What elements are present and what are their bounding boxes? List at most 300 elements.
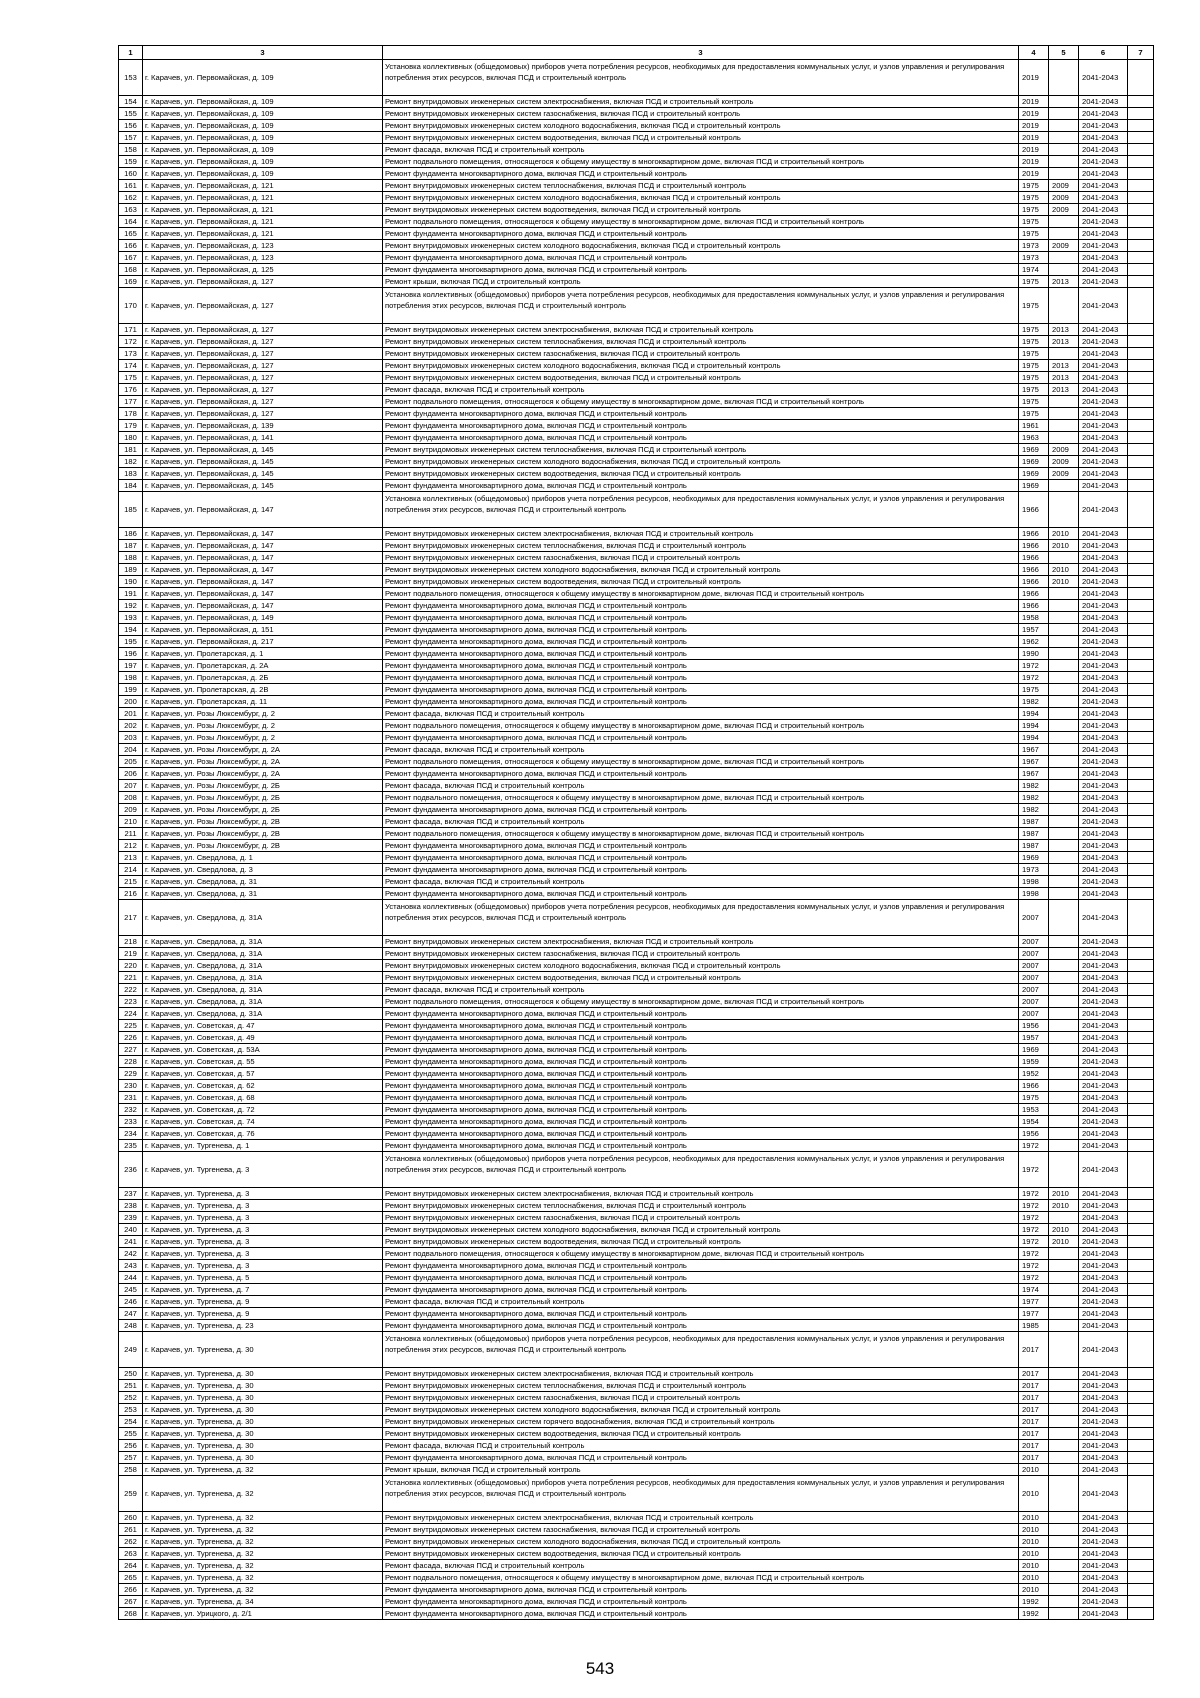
address-cell: г. Карачев, ул. Тургенева, д. 32 — [143, 1476, 383, 1512]
table-row — [119, 1380, 1154, 1392]
table-row — [119, 780, 1154, 792]
build-year-cell: 2007 — [1019, 972, 1049, 984]
table-row — [119, 1188, 1154, 1200]
header-col-1: 1 — [119, 46, 143, 60]
build-year-cell: 1982 — [1019, 804, 1049, 816]
last-repair-year-cell — [1049, 144, 1079, 156]
table-row — [119, 1440, 1154, 1452]
build-year-cell: 1958 — [1019, 612, 1049, 624]
row-number: 229 — [119, 1068, 143, 1080]
build-year-cell: 1975 — [1019, 180, 1049, 192]
address-cell: г. Карачев, ул. Первомайская, д. 109 — [143, 60, 383, 96]
table-row — [119, 1548, 1154, 1560]
planned-period-cell: 2041-2043 — [1079, 432, 1128, 444]
last-repair-year-cell — [1049, 816, 1079, 828]
empty-col-7-cell — [1128, 960, 1154, 972]
empty-col-7-cell — [1128, 1092, 1154, 1104]
build-year-cell: 1956 — [1019, 1128, 1049, 1140]
table-row — [119, 1464, 1154, 1476]
planned-period-cell: 2041-2043 — [1079, 1308, 1128, 1320]
planned-period-cell: 2041-2043 — [1079, 1212, 1128, 1224]
address-cell: г. Карачев, ул. Розы Люксембург, д. 2Б — [143, 780, 383, 792]
planned-period-cell: 2041-2043 — [1079, 744, 1128, 756]
last-repair-year-cell — [1049, 132, 1079, 144]
address-cell: г. Карачев, ул. Розы Люксембург, д. 2А — [143, 744, 383, 756]
build-year-cell: 1966 — [1019, 588, 1049, 600]
row-number: 190 — [119, 576, 143, 588]
address-cell: г. Карачев, ул. Пролетарская, д. 1 — [143, 648, 383, 660]
work-description-cell: Ремонт фасада, включая ПСД и строительный контроль — [383, 984, 1019, 996]
planned-period-cell: 2041-2043 — [1079, 216, 1128, 228]
work-description-cell: Ремонт фасада, включая ПСД и строительный контроль — [383, 1440, 1019, 1452]
empty-col-7-cell — [1128, 1308, 1154, 1320]
work-description-cell: Ремонт внутридомовых инженерных систем холодного водоснабжения, включая ПСД и строительный контроль — [383, 564, 1019, 576]
row-number: 232 — [119, 1104, 143, 1116]
empty-col-7-cell — [1128, 408, 1154, 420]
address-cell: г. Карачев, ул. Первомайская, д. 127 — [143, 384, 383, 396]
address-cell: г. Карачев, ул. Свердлова, д. 31А — [143, 900, 383, 936]
address-cell: г. Карачев, ул. Свердлова, д. 31А — [143, 972, 383, 984]
build-year-cell: 2017 — [1019, 1428, 1049, 1440]
work-description-cell: Ремонт внутридомовых инженерных систем холодного водоснабжения, включая ПСД и строительный контроль — [383, 120, 1019, 132]
planned-period-cell: 2041-2043 — [1079, 1464, 1128, 1476]
empty-col-7-cell — [1128, 1320, 1154, 1332]
address-cell: г. Карачев, ул. Советская, д. 53А — [143, 1044, 383, 1056]
build-year-cell: 1975 — [1019, 396, 1049, 408]
row-number: 166 — [119, 240, 143, 252]
last-repair-year-cell — [1049, 1368, 1079, 1380]
planned-period-cell: 2041-2043 — [1079, 240, 1128, 252]
table-row — [119, 336, 1154, 348]
work-description-cell: Ремонт внутридомовых инженерных систем газоснабжения, включая ПСД и строительный контроль — [383, 1524, 1019, 1536]
table-row — [119, 1032, 1154, 1044]
last-repair-year-cell — [1049, 168, 1079, 180]
build-year-cell: 2019 — [1019, 108, 1049, 120]
empty-col-7-cell — [1128, 420, 1154, 432]
empty-col-7-cell — [1128, 612, 1154, 624]
last-repair-year-cell — [1049, 684, 1079, 696]
header-col-7: 7 — [1128, 46, 1154, 60]
work-description-cell: Ремонт фасада, включая ПСД и строительный контроль — [383, 876, 1019, 888]
work-description-cell: Ремонт фундамента многоквартирного дома, включая ПСД и строительный контроль — [383, 1044, 1019, 1056]
empty-col-7-cell — [1128, 1608, 1154, 1620]
last-repair-year-cell — [1049, 1596, 1079, 1608]
table-row — [119, 816, 1154, 828]
work-description-cell: Ремонт фундамента многоквартирного дома, включая ПСД и строительный контроль — [383, 420, 1019, 432]
address-cell: г. Карачев, ул. Тургенева, д. 32 — [143, 1560, 383, 1572]
address-cell: г. Карачев, ул. Первомайская, д. 109 — [143, 108, 383, 120]
last-repair-year-cell — [1049, 1548, 1079, 1560]
work-description-cell: Ремонт подвального помещения, относящегося к общему имуществу в многоквартирном доме, включая ПСД и строительный контроль — [383, 396, 1019, 408]
row-number: 167 — [119, 252, 143, 264]
table-row — [119, 960, 1154, 972]
table-row — [119, 240, 1154, 252]
address-cell: г. Карачев, ул. Розы Люксембург, д. 2 — [143, 708, 383, 720]
row-number: 254 — [119, 1416, 143, 1428]
last-repair-year-cell — [1049, 1212, 1079, 1224]
empty-col-7-cell — [1128, 1152, 1154, 1188]
row-number: 160 — [119, 168, 143, 180]
work-description-cell: Ремонт фундамента многоквартирного дома, включая ПСД и строительный контроль — [383, 840, 1019, 852]
address-cell: г. Карачев, ул. Первомайская, д. 121 — [143, 180, 383, 192]
last-repair-year-cell — [1049, 672, 1079, 684]
address-cell: г. Карачев, ул. Тургенева, д. 34 — [143, 1596, 383, 1608]
build-year-cell: 1972 — [1019, 1188, 1049, 1200]
empty-col-7-cell — [1128, 840, 1154, 852]
table-row — [119, 732, 1154, 744]
empty-col-7-cell — [1128, 804, 1154, 816]
build-year-cell: 1975 — [1019, 408, 1049, 420]
last-repair-year-cell — [1049, 1032, 1079, 1044]
row-number: 203 — [119, 732, 143, 744]
row-number: 241 — [119, 1236, 143, 1248]
row-number: 212 — [119, 840, 143, 852]
row-number: 228 — [119, 1056, 143, 1068]
planned-period-cell: 2041-2043 — [1079, 408, 1128, 420]
address-cell: г. Карачев, ул. Первомайская, д. 121 — [143, 192, 383, 204]
address-cell: г. Карачев, ул. Тургенева, д. 3 — [143, 1200, 383, 1212]
build-year-cell: 2017 — [1019, 1452, 1049, 1464]
address-cell: г. Карачев, ул. Розы Люксембург, д. 2А — [143, 768, 383, 780]
build-year-cell: 2017 — [1019, 1404, 1049, 1416]
empty-col-7-cell — [1128, 216, 1154, 228]
work-description-cell: Ремонт внутридомовых инженерных систем водоотведения, включая ПСД и строительный контроль — [383, 204, 1019, 216]
build-year-cell: 2019 — [1019, 156, 1049, 168]
address-cell: г. Карачев, ул. Первомайская, д. 127 — [143, 276, 383, 288]
work-description-cell: Ремонт фасада, включая ПСД и строительный контроль — [383, 744, 1019, 756]
build-year-cell: 2007 — [1019, 936, 1049, 948]
row-number: 224 — [119, 1008, 143, 1020]
empty-col-7-cell — [1128, 768, 1154, 780]
table-row — [119, 228, 1154, 240]
work-description-cell: Ремонт внутридомовых инженерных систем холодного водоснабжения, включая ПСД и строительный контроль — [383, 240, 1019, 252]
last-repair-year-cell — [1049, 1572, 1079, 1584]
table-row — [119, 804, 1154, 816]
build-year-cell: 1975 — [1019, 384, 1049, 396]
table-row — [119, 444, 1154, 456]
row-number: 175 — [119, 372, 143, 384]
last-repair-year-cell — [1049, 216, 1079, 228]
last-repair-year-cell — [1049, 828, 1079, 840]
planned-period-cell: 2041-2043 — [1079, 612, 1128, 624]
empty-col-7-cell — [1128, 732, 1154, 744]
work-description-cell: Ремонт фундамента многоквартирного дома, включая ПСД и строительный контроль — [383, 1596, 1019, 1608]
table-row — [119, 1092, 1154, 1104]
address-cell: г. Карачев, ул. Советская, д. 55 — [143, 1056, 383, 1068]
empty-col-7-cell — [1128, 1140, 1154, 1152]
last-repair-year-cell — [1049, 1080, 1079, 1092]
table-row — [119, 96, 1154, 108]
row-number: 202 — [119, 720, 143, 732]
build-year-cell: 1967 — [1019, 756, 1049, 768]
row-number: 185 — [119, 492, 143, 528]
planned-period-cell: 2041-2043 — [1079, 1236, 1128, 1248]
empty-col-7-cell — [1128, 168, 1154, 180]
empty-col-7-cell — [1128, 1296, 1154, 1308]
planned-period-cell: 2041-2043 — [1079, 1116, 1128, 1128]
table-row — [119, 132, 1154, 144]
planned-period-cell: 2041-2043 — [1079, 1104, 1128, 1116]
row-number: 257 — [119, 1452, 143, 1464]
build-year-cell: 1973 — [1019, 864, 1049, 876]
last-repair-year-cell — [1049, 552, 1079, 564]
address-cell: г. Карачев, ул. Первомайская, д. 147 — [143, 540, 383, 552]
row-number: 157 — [119, 132, 143, 144]
build-year-cell: 1975 — [1019, 336, 1049, 348]
planned-period-cell: 2041-2043 — [1079, 972, 1128, 984]
work-description-cell: Ремонт фундамента многоквартирного дома, включая ПСД и строительный контроль — [383, 1284, 1019, 1296]
address-cell: г. Карачев, ул. Розы Люксембург, д. 2А — [143, 756, 383, 768]
last-repair-year-cell — [1049, 1092, 1079, 1104]
last-repair-year-cell — [1049, 948, 1079, 960]
planned-period-cell: 2041-2043 — [1079, 1584, 1128, 1596]
planned-period-cell: 2041-2043 — [1079, 528, 1128, 540]
work-description-cell: Ремонт фундамента многоквартирного дома, включая ПСД и строительный контроль — [383, 612, 1019, 624]
empty-col-7-cell — [1128, 1440, 1154, 1452]
planned-period-cell: 2041-2043 — [1079, 768, 1128, 780]
empty-col-7-cell — [1128, 888, 1154, 900]
header-row — [119, 46, 1154, 60]
build-year-cell: 1975 — [1019, 228, 1049, 240]
empty-col-7-cell — [1128, 780, 1154, 792]
empty-col-7-cell — [1128, 1560, 1154, 1572]
work-description-cell: Ремонт внутридомовых инженерных систем электроснабжения, включая ПСД и строительный контроль — [383, 936, 1019, 948]
planned-period-cell: 2041-2043 — [1079, 708, 1128, 720]
work-description-cell: Ремонт подвального помещения, относящегося к общему имуществу в многоквартирном доме, включая ПСД и строительный контроль — [383, 156, 1019, 168]
build-year-cell: 1969 — [1019, 1044, 1049, 1056]
empty-col-7-cell — [1128, 1464, 1154, 1476]
last-repair-year-cell — [1049, 1284, 1079, 1296]
empty-col-7-cell — [1128, 192, 1154, 204]
address-cell: г. Карачев, ул. Розы Люксембург, д. 2В — [143, 816, 383, 828]
work-description-cell: Ремонт внутридомовых инженерных систем электроснабжения, включая ПСД и строительный контроль — [383, 528, 1019, 540]
table-row — [119, 468, 1154, 480]
address-cell: г. Карачев, ул. Первомайская, д. 123 — [143, 252, 383, 264]
build-year-cell: 1972 — [1019, 1200, 1049, 1212]
table-row — [119, 672, 1154, 684]
build-year-cell: 1969 — [1019, 456, 1049, 468]
row-number: 234 — [119, 1128, 143, 1140]
build-year-cell: 1967 — [1019, 744, 1049, 756]
table-row — [119, 384, 1154, 396]
row-number: 266 — [119, 1584, 143, 1596]
last-repair-year-cell — [1049, 792, 1079, 804]
work-description-cell: Ремонт фундамента многоквартирного дома, включая ПСД и строительный контроль — [383, 1608, 1019, 1620]
address-cell: г. Карачев, ул. Розы Люксембург, д. 2Б — [143, 804, 383, 816]
planned-period-cell: 2041-2043 — [1079, 1380, 1128, 1392]
table-row — [119, 204, 1154, 216]
row-number: 227 — [119, 1044, 143, 1056]
planned-period-cell: 2041-2043 — [1079, 360, 1128, 372]
address-cell: г. Карачев, ул. Тургенева, д. 3 — [143, 1188, 383, 1200]
last-repair-year-cell — [1049, 624, 1079, 636]
address-cell: г. Карачев, ул. Советская, д. 49 — [143, 1032, 383, 1044]
last-repair-year-cell — [1049, 264, 1079, 276]
address-cell: г. Карачев, ул. Розы Люксембург, д. 2 — [143, 732, 383, 744]
planned-period-cell: 2041-2043 — [1079, 420, 1128, 432]
work-description-cell: Ремонт подвального помещения, относящегося к общему имуществу в многоквартирном доме, включая ПСД и строительный контроль — [383, 216, 1019, 228]
row-number: 156 — [119, 120, 143, 132]
work-description-cell: Ремонт фасада, включая ПСД и строительный контроль — [383, 1560, 1019, 1572]
row-number: 265 — [119, 1572, 143, 1584]
row-number: 207 — [119, 780, 143, 792]
row-number: 155 — [119, 108, 143, 120]
last-repair-year-cell — [1049, 1524, 1079, 1536]
empty-col-7-cell — [1128, 240, 1154, 252]
build-year-cell: 1966 — [1019, 564, 1049, 576]
last-repair-year-cell: 2013 — [1049, 384, 1079, 396]
row-number: 235 — [119, 1140, 143, 1152]
empty-col-7-cell — [1128, 936, 1154, 948]
empty-col-7-cell — [1128, 588, 1154, 600]
build-year-cell: 1966 — [1019, 576, 1049, 588]
last-repair-year-cell — [1049, 96, 1079, 108]
planned-period-cell: 2041-2043 — [1079, 180, 1128, 192]
planned-period-cell: 2041-2043 — [1079, 960, 1128, 972]
table-row — [119, 1248, 1154, 1260]
address-cell: г. Карачев, ул. Свердлова, д. 31А — [143, 960, 383, 972]
planned-period-cell: 2041-2043 — [1079, 1560, 1128, 1572]
last-repair-year-cell — [1049, 972, 1079, 984]
row-number: 162 — [119, 192, 143, 204]
last-repair-year-cell — [1049, 1152, 1079, 1188]
build-year-cell: 1972 — [1019, 1248, 1049, 1260]
planned-period-cell: 2041-2043 — [1079, 120, 1128, 132]
empty-col-7-cell — [1128, 1032, 1154, 1044]
planned-period-cell: 2041-2043 — [1079, 204, 1128, 216]
work-description-cell: Ремонт фундамента многоквартирного дома, включая ПСД и строительный контроль — [383, 1140, 1019, 1152]
empty-col-7-cell — [1128, 900, 1154, 936]
build-year-cell: 2019 — [1019, 132, 1049, 144]
address-cell: г. Карачев, ул. Советская, д. 57 — [143, 1068, 383, 1080]
address-cell: г. Карачев, ул. Тургенева, д. 32 — [143, 1572, 383, 1584]
last-repair-year-cell: 2010 — [1049, 564, 1079, 576]
empty-col-7-cell — [1128, 372, 1154, 384]
address-cell: г. Карачев, ул. Первомайская, д. 147 — [143, 576, 383, 588]
planned-period-cell: 2041-2043 — [1079, 864, 1128, 876]
row-number: 183 — [119, 468, 143, 480]
empty-col-7-cell — [1128, 444, 1154, 456]
build-year-cell: 1962 — [1019, 636, 1049, 648]
build-year-cell: 2017 — [1019, 1416, 1049, 1428]
build-year-cell: 1994 — [1019, 720, 1049, 732]
table-row — [119, 1116, 1154, 1128]
row-number: 159 — [119, 156, 143, 168]
build-year-cell: 1975 — [1019, 216, 1049, 228]
row-number: 262 — [119, 1536, 143, 1548]
table-row — [119, 744, 1154, 756]
work-description-cell: Ремонт фундамента многоквартирного дома, включая ПСД и строительный контроль — [383, 648, 1019, 660]
table-row — [119, 492, 1154, 528]
planned-period-cell: 2041-2043 — [1079, 888, 1128, 900]
empty-col-7-cell — [1128, 1404, 1154, 1416]
planned-period-cell: 2041-2043 — [1079, 1056, 1128, 1068]
row-number: 188 — [119, 552, 143, 564]
planned-period-cell: 2041-2043 — [1079, 492, 1128, 528]
address-cell: г. Карачев, ул. Первомайская, д. 109 — [143, 96, 383, 108]
table-row — [119, 852, 1154, 864]
empty-col-7-cell — [1128, 1200, 1154, 1212]
address-cell: г. Карачев, ул. Первомайская, д. 109 — [143, 120, 383, 132]
row-number: 205 — [119, 756, 143, 768]
planned-period-cell: 2041-2043 — [1079, 1548, 1128, 1560]
last-repair-year-cell: 2013 — [1049, 324, 1079, 336]
address-cell: г. Карачев, ул. Советская, д. 76 — [143, 1128, 383, 1140]
last-repair-year-cell — [1049, 1332, 1079, 1368]
row-number: 181 — [119, 444, 143, 456]
row-number: 259 — [119, 1476, 143, 1512]
planned-period-cell: 2041-2043 — [1079, 396, 1128, 408]
address-cell: г. Карачев, ул. Первомайская, д. 147 — [143, 492, 383, 528]
last-repair-year-cell: 2009 — [1049, 240, 1079, 252]
planned-period-cell: 2041-2043 — [1079, 540, 1128, 552]
work-description-cell: Установка коллективных (общедомовых) приборов учета потребления ресурсов, необходимых для предоставления коммунальных услуг, и узлов управления и регулирования потребления этих ресурсов, включая ПСД и строительный контроль — [383, 1152, 1019, 1188]
work-description-cell: Ремонт фундамента многоквартирного дома, включая ПСД и строительный контроль — [383, 696, 1019, 708]
table-row — [119, 612, 1154, 624]
table-row — [119, 1476, 1154, 1512]
table-row — [119, 708, 1154, 720]
address-cell: г. Карачев, ул. Розы Люксембург, д. 2 — [143, 720, 383, 732]
empty-col-7-cell — [1128, 708, 1154, 720]
last-repair-year-cell — [1049, 888, 1079, 900]
empty-col-7-cell — [1128, 276, 1154, 288]
work-description-cell: Ремонт фундамента многоквартирного дома, включая ПСД и строительный контроль — [383, 864, 1019, 876]
work-description-cell: Ремонт внутридомовых инженерных систем газоснабжения, включая ПСД и строительный контроль — [383, 1392, 1019, 1404]
table-row — [119, 1260, 1154, 1272]
empty-col-7-cell — [1128, 1380, 1154, 1392]
work-description-cell: Ремонт фундамента многоквартирного дома, включая ПСД и строительный контроль — [383, 1272, 1019, 1284]
build-year-cell: 1972 — [1019, 1152, 1049, 1188]
address-cell: г. Карачев, ул. Первомайская, д. 121 — [143, 228, 383, 240]
table-row — [119, 996, 1154, 1008]
empty-col-7-cell — [1128, 1392, 1154, 1404]
work-description-cell: Ремонт фундамента многоквартирного дома, включая ПСД и строительный контроль — [383, 1068, 1019, 1080]
empty-col-7-cell — [1128, 852, 1154, 864]
build-year-cell: 2010 — [1019, 1524, 1049, 1536]
planned-period-cell: 2041-2043 — [1079, 1296, 1128, 1308]
table-row — [119, 1080, 1154, 1092]
row-number: 226 — [119, 1032, 143, 1044]
address-cell: г. Карачев, ул. Урицкого, д. 2/1 — [143, 1608, 383, 1620]
work-description-cell: Ремонт фундамента многоквартирного дома, включая ПСД и строительный контроль — [383, 1020, 1019, 1032]
address-cell: г. Карачев, ул. Пролетарская, д. 2А — [143, 660, 383, 672]
empty-col-7-cell — [1128, 1080, 1154, 1092]
build-year-cell: 2019 — [1019, 144, 1049, 156]
build-year-cell: 2010 — [1019, 1536, 1049, 1548]
address-cell: г. Карачев, ул. Советская, д. 72 — [143, 1104, 383, 1116]
build-year-cell: 1974 — [1019, 264, 1049, 276]
last-repair-year-cell: 2009 — [1049, 204, 1079, 216]
address-cell: г. Карачев, ул. Тургенева, д. 3 — [143, 1236, 383, 1248]
table-body — [119, 60, 1154, 1620]
row-number: 239 — [119, 1212, 143, 1224]
address-cell: г. Карачев, ул. Тургенева, д. 3 — [143, 1260, 383, 1272]
address-cell: г. Карачев, ул. Советская, д. 62 — [143, 1080, 383, 1092]
address-cell: г. Карачев, ул. Первомайская, д. 109 — [143, 168, 383, 180]
row-number: 179 — [119, 420, 143, 432]
empty-col-7-cell — [1128, 1188, 1154, 1200]
last-repair-year-cell — [1049, 492, 1079, 528]
planned-period-cell: 2041-2043 — [1079, 96, 1128, 108]
table-row — [119, 1368, 1154, 1380]
address-cell: г. Карачев, ул. Свердлова, д. 31А — [143, 936, 383, 948]
build-year-cell: 1987 — [1019, 816, 1049, 828]
planned-period-cell: 2041-2043 — [1079, 1032, 1128, 1044]
last-repair-year-cell: 2009 — [1049, 180, 1079, 192]
row-number: 164 — [119, 216, 143, 228]
empty-col-7-cell — [1128, 660, 1154, 672]
last-repair-year-cell — [1049, 1140, 1079, 1152]
